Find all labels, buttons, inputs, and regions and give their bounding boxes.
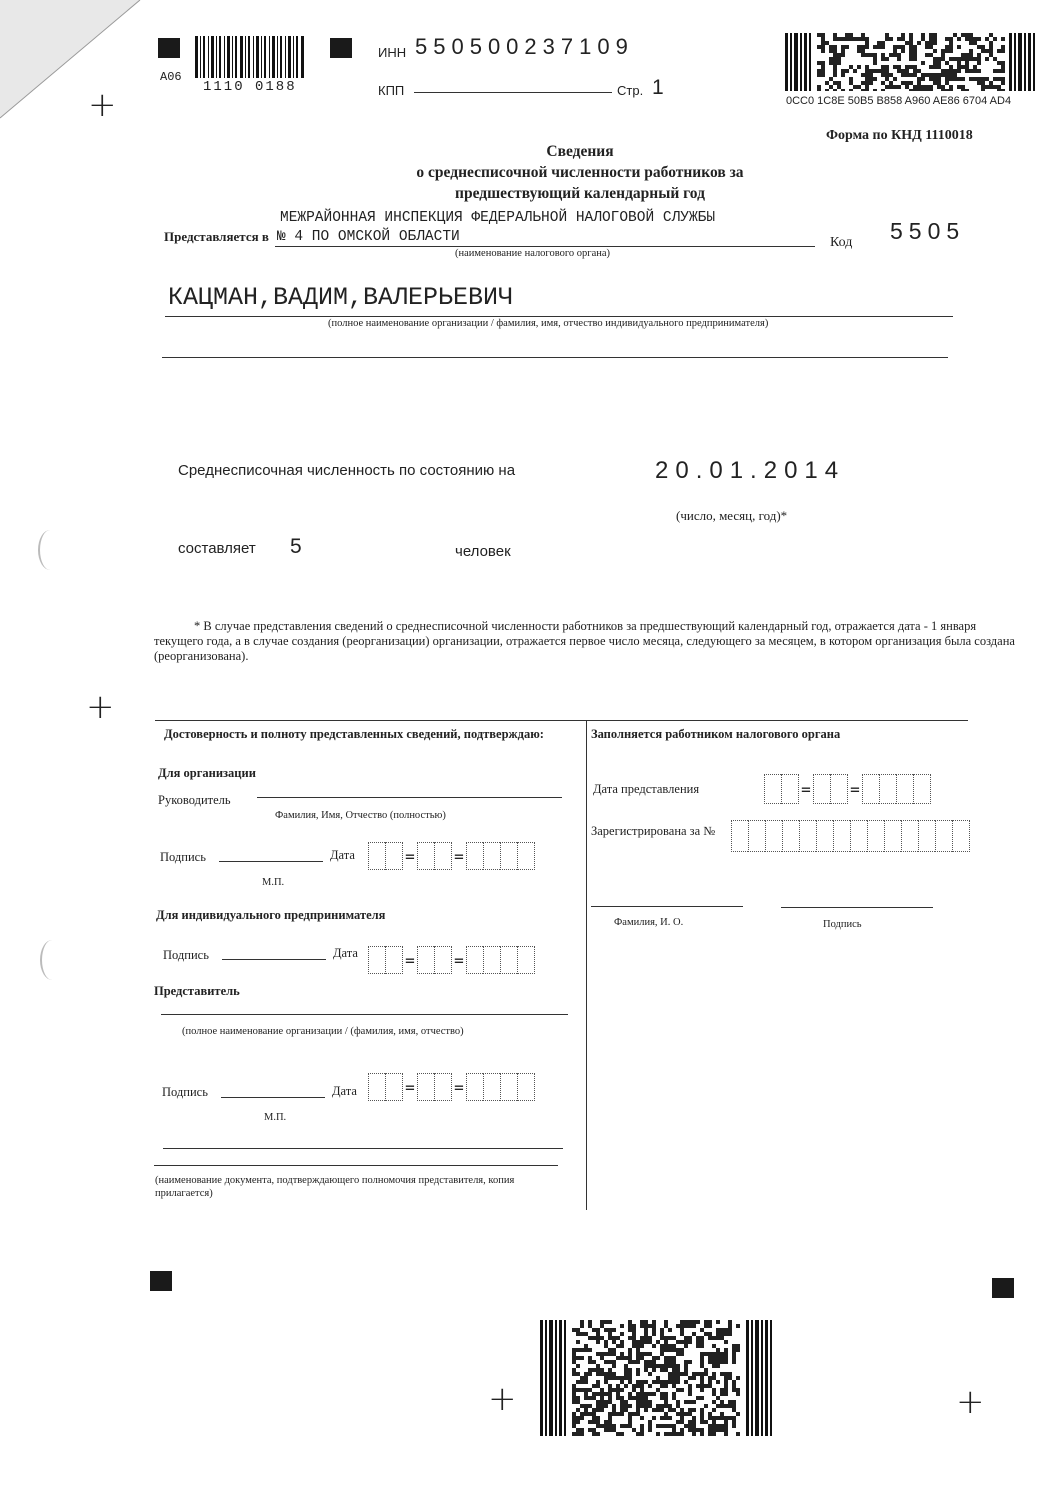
- title-line-3: предшествующий календарный год: [455, 185, 705, 202]
- corner-marker: [992, 1278, 1014, 1298]
- organization-name: КАЦМАН,ВАДИМ,ВАЛЕРЬЕВИЧ: [168, 283, 514, 312]
- code-label: Код: [830, 235, 853, 250]
- amount-label: составляет: [178, 540, 256, 557]
- footnote: * В случае представления сведений о среднесписочной численности работников за предшествующий календарный год, отражается дата - 1 января текущего года, а в случае создания (реорганизации) организации, отражается первое число месяца, следующего за месяцем, в котором организация была создана (реорганизована).: [154, 619, 1015, 663]
- authority-name-line2: № 4 ПО ОМСКОЙ ОБЛАСТИ: [277, 229, 460, 245]
- sign-label-3: Подпись: [162, 1085, 208, 1099]
- page-corner-fold: [0, 0, 150, 130]
- corner-marker: [330, 38, 352, 58]
- authority-underline: [275, 246, 815, 247]
- page-value: 1: [652, 76, 664, 99]
- 2d-barcode-text: 0CC0 1C8E 50B5 B858 A960 AE86 6704 AD4: [786, 95, 1012, 107]
- inspector-fio-line[interactable]: [591, 906, 743, 907]
- date-label-1: Дата: [330, 848, 355, 862]
- date-label-3: Дата: [332, 1084, 357, 1098]
- head-label: Руководитель: [158, 793, 231, 807]
- bottom-2d-barcode: [540, 1320, 774, 1436]
- doc-line-1[interactable]: [163, 1148, 563, 1149]
- crosshair-mark: +: [86, 687, 115, 727]
- left-heading: Достоверность и полноту представленных сведений, подтверждаю:: [164, 727, 544, 741]
- headcount-date-caption: (число, месяц, год)*: [676, 508, 788, 523]
- org-label: Для организации: [158, 766, 256, 780]
- inn-value: 550500237109: [415, 34, 634, 59]
- crosshair-mark: +: [88, 85, 117, 125]
- title-line-1: Сведения: [546, 143, 614, 160]
- doc-caption: (наименование документа, подтверждающего полномочия представителя, копия прилагается): [155, 1175, 515, 1199]
- date-cells-2[interactable]: = =: [368, 946, 535, 974]
- ip-label: Для индивидуального предпринимателя: [156, 908, 386, 922]
- rep-label: Представитель: [154, 984, 240, 998]
- title-line-2: о среднесписочной численности работников за: [416, 164, 744, 181]
- rep-input-line[interactable]: [161, 1014, 568, 1015]
- blocks-top-border: [155, 720, 968, 721]
- submission-date-label: Дата представления: [593, 782, 700, 796]
- sign-line-3[interactable]: [221, 1097, 325, 1098]
- rep-caption: (полное наименование организации / (фамилия, имя, отчество): [182, 1026, 464, 1037]
- inspector-sign-caption: Подпись: [823, 919, 862, 930]
- authority-name-line1: МЕЖРАЙОННАЯ ИНСПЕКЦИЯ ФЕДЕРАЛЬНОЙ НАЛОГОВОЙ СЛУЖБЫ: [280, 210, 716, 226]
- inn-label: ИНН: [378, 45, 407, 60]
- fio-caption: Фамилия, Имя, Отчество (полностью): [275, 810, 446, 821]
- sign-label-1: Подпись: [160, 850, 206, 864]
- form-small-code: А06: [160, 70, 182, 84]
- authority-caption: (наименование налогового органа): [455, 248, 611, 259]
- crosshair-mark: +: [956, 1382, 985, 1422]
- kpp-label: КПП: [378, 83, 405, 98]
- form-knd: Форма по КНД 1110018: [826, 128, 973, 143]
- mp-label-1: М.П.: [262, 877, 285, 888]
- amount-unit: человек: [455, 543, 511, 560]
- right-heading: Заполняется работником налогового органа: [591, 727, 841, 741]
- authority-prefix: Представляется в: [164, 229, 269, 244]
- inspector-sign-line[interactable]: [781, 907, 933, 908]
- mp-label-2: М.П.: [264, 1112, 287, 1123]
- blocks-divider: [586, 720, 587, 1210]
- organization-underline: [165, 316, 953, 317]
- sign-line-2[interactable]: [222, 959, 326, 960]
- sign-line-1[interactable]: [219, 861, 323, 862]
- date-cells-1[interactable]: = =: [368, 842, 535, 870]
- corner-marker: [158, 38, 180, 58]
- headcount-label: Среднесписочная численность по состоянию на: [178, 462, 516, 479]
- date-label-2: Дата: [333, 946, 358, 960]
- code-value: 5505: [890, 218, 966, 244]
- punch-hole: [40, 940, 64, 980]
- registration-number-cells[interactable]: [731, 820, 970, 852]
- registered-label: Зарегистрирована за №: [591, 824, 716, 838]
- 2d-barcode: [785, 33, 1037, 91]
- amount-value: 5: [290, 535, 302, 558]
- inspector-fio-caption: Фамилия, И. О.: [614, 917, 684, 928]
- crosshair-mark: +: [488, 1379, 517, 1419]
- kpp-line: [414, 92, 612, 93]
- head-input-line[interactable]: [257, 797, 562, 798]
- corner-marker: [150, 1271, 172, 1291]
- sign-label-2: Подпись: [163, 948, 209, 962]
- barcode: [195, 36, 307, 78]
- date-cells-3[interactable]: = =: [368, 1073, 535, 1101]
- page-label: Стр.: [617, 83, 644, 98]
- organization-underline-2: [162, 357, 948, 358]
- headcount-date: 20.01.2014: [655, 457, 846, 484]
- document-title: [380, 141, 780, 204]
- barcode-digits: 1110 0188: [203, 79, 297, 95]
- punch-hole: [38, 530, 62, 570]
- submission-date-cells[interactable]: = =: [764, 774, 931, 804]
- doc-line-2[interactable]: [154, 1165, 558, 1166]
- organization-caption: (полное наименование организации / фамилия, имя, отчество индивидуального предпринимателя): [328, 318, 769, 329]
